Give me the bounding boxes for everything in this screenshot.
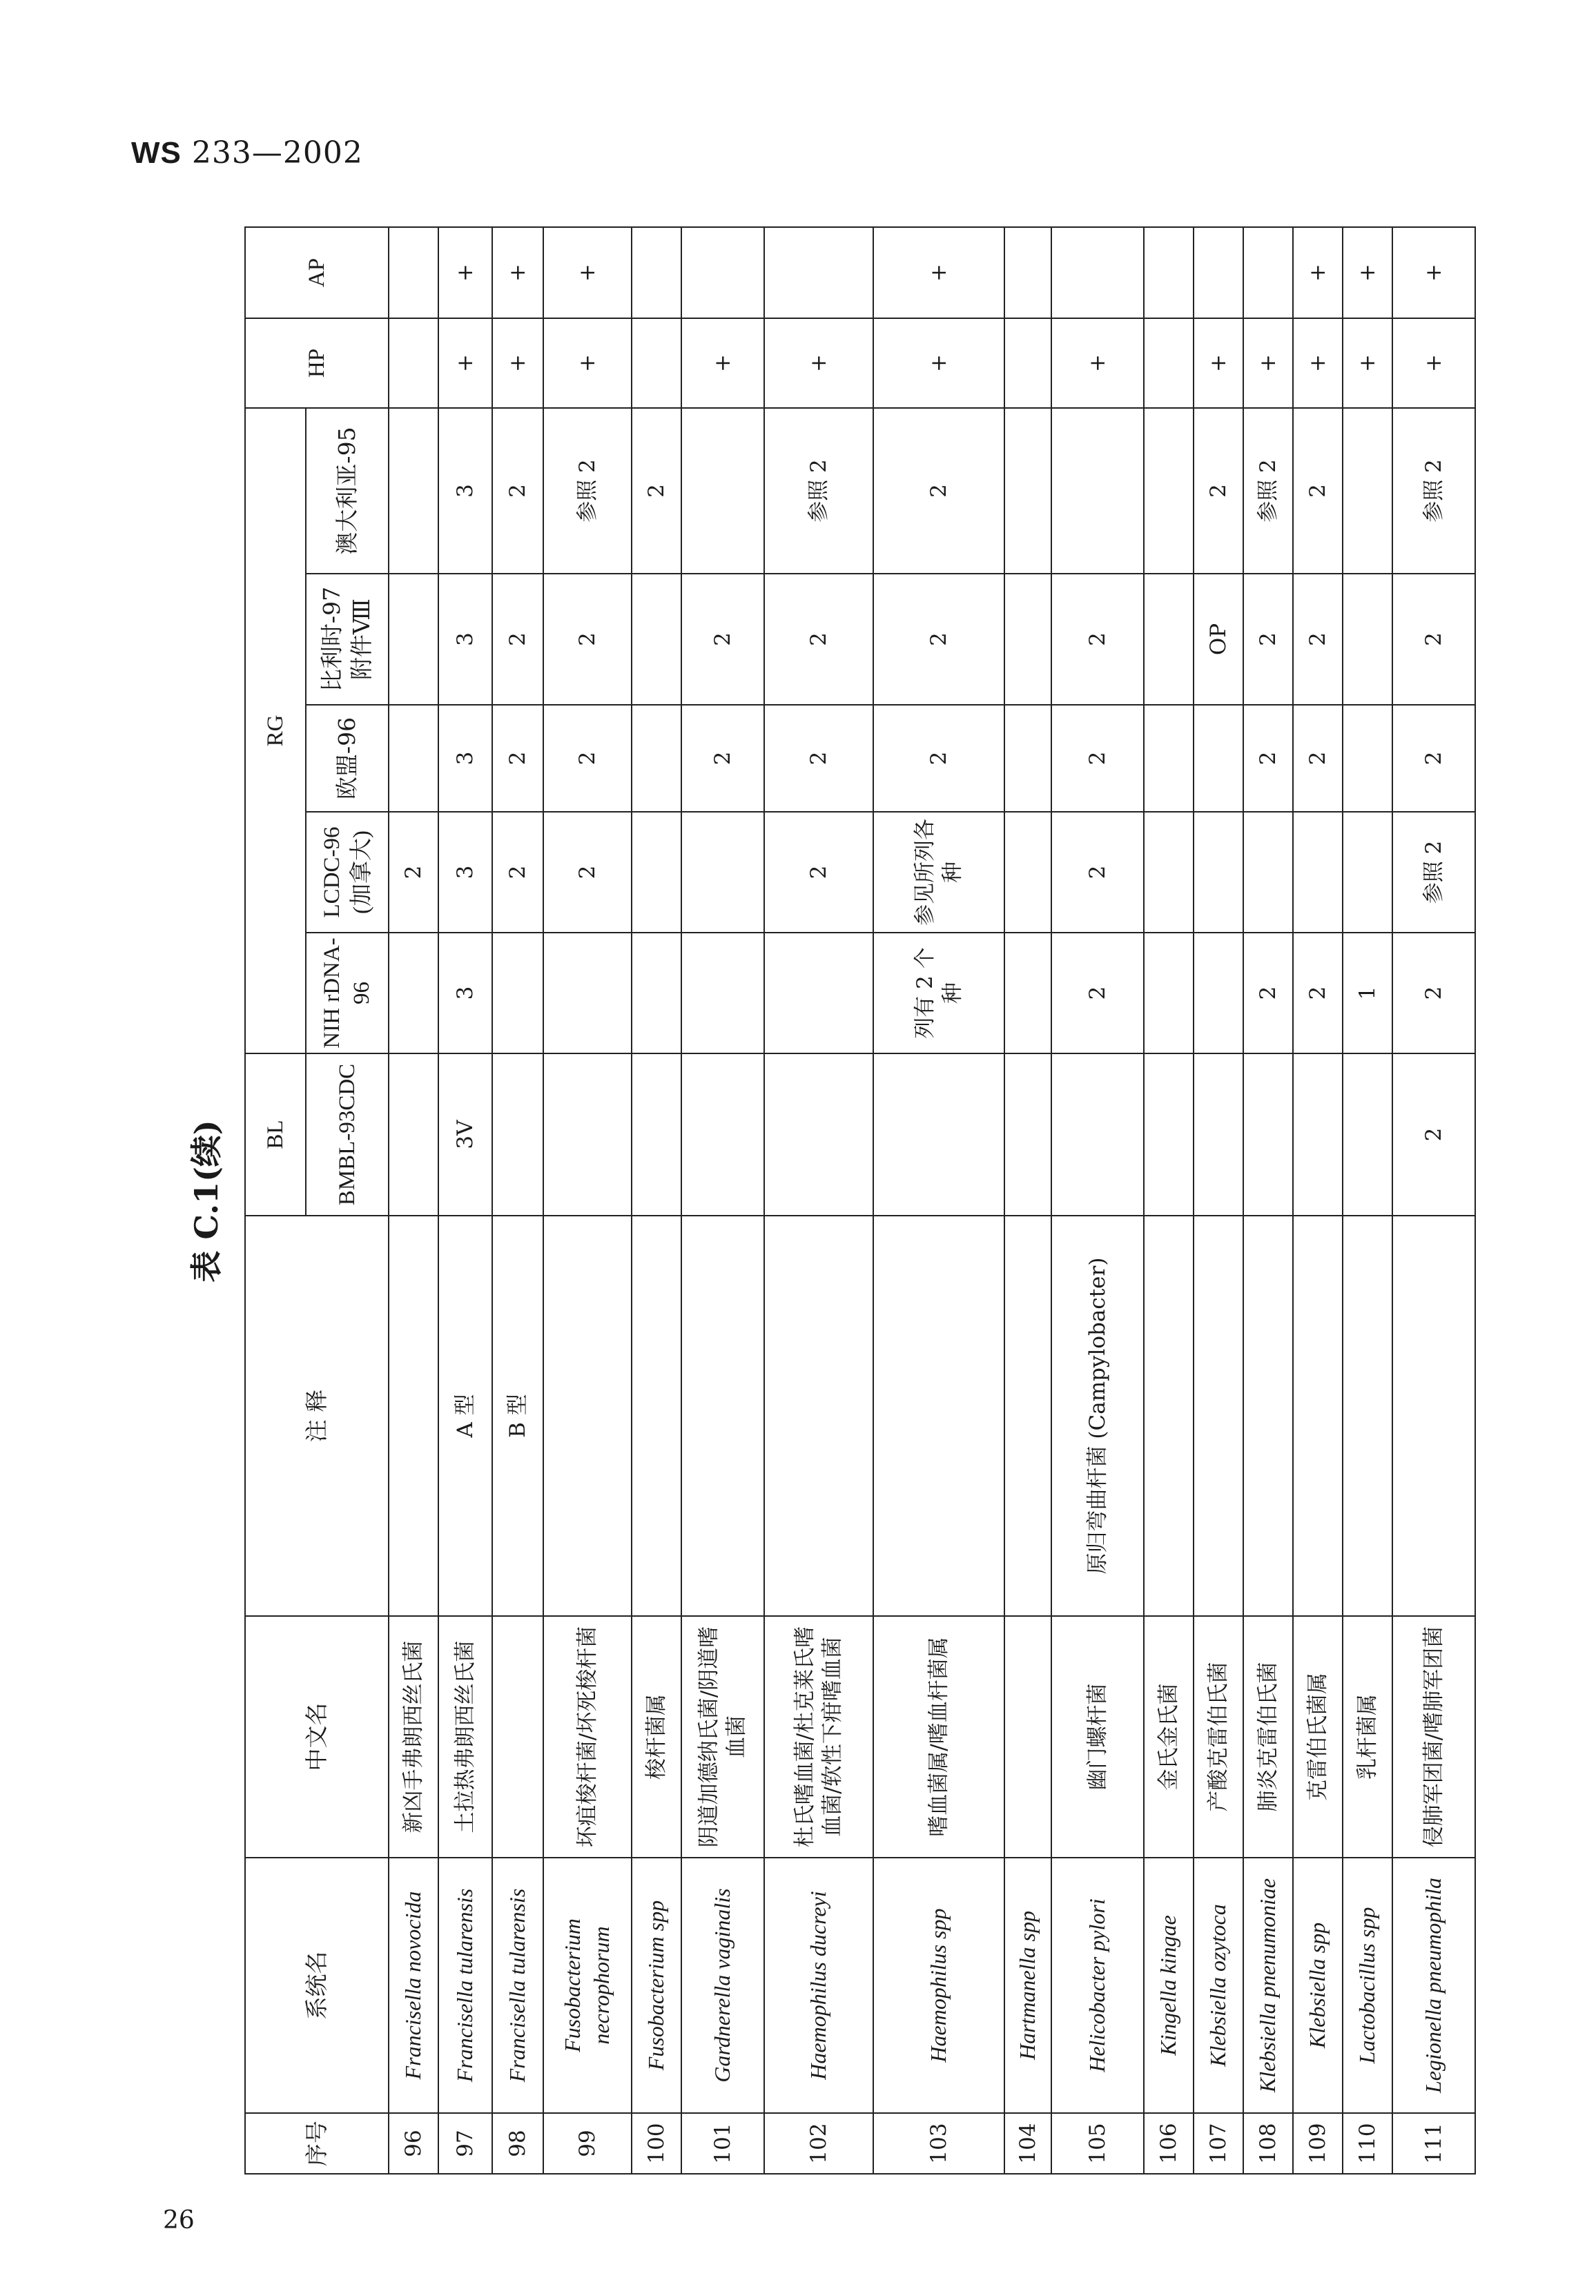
cell-no: 106: [1144, 2113, 1194, 2174]
cell-lcdc: 2: [389, 812, 438, 933]
cell-australia: [1004, 408, 1051, 574]
cell-belgium: OP: [1194, 574, 1243, 705]
cell-eu: [1144, 705, 1194, 812]
cell-hp: +: [764, 318, 873, 408]
col-ap: AP: [245, 227, 389, 318]
cell-lcdc: 3: [438, 812, 492, 933]
table-caption: 表 C.1(续): [188, 1120, 225, 1283]
cell-chinese-name: 嗜血菌属/嗜血杆菌属: [873, 1616, 1004, 1858]
cell-chinese-name: 侵肺军团菌/嗜肺军团菌: [1392, 1616, 1475, 1858]
table-row: [1194, 227, 1243, 2174]
table-row: [764, 227, 873, 2174]
cell-bmbl: [1051, 1053, 1144, 1216]
cell-eu: [1343, 705, 1392, 812]
cell-nih: 2: [1051, 933, 1144, 1053]
cell-lcdc: [632, 812, 681, 933]
cell-hp: +: [1293, 318, 1343, 408]
col-hp: HP: [245, 318, 389, 408]
cell-lcdc: 2: [492, 812, 543, 933]
cell-chinese-name: 阴道加德纳氏菌/阴道嗜血菌: [681, 1616, 764, 1858]
cell-belgium: [389, 574, 438, 705]
table-row: [1051, 227, 1144, 2174]
cell-bmbl: [1243, 1053, 1293, 1216]
standard-number: [131, 135, 363, 171]
organism-risk-table: [244, 226, 1476, 2175]
table-row: [543, 227, 632, 2174]
cell-belgium: 3: [438, 574, 492, 705]
cell-ap: [1194, 227, 1243, 318]
cell-system-name: Haemophilus ducreyi: [764, 1858, 873, 2113]
cell-nih: 2: [1392, 933, 1475, 1053]
cell-chinese-name: 产酸克雷伯氏菌: [1194, 1616, 1243, 1858]
cell-bmbl: [1194, 1053, 1243, 1216]
cell-note: [1243, 1216, 1293, 1616]
cell-nih: [681, 933, 764, 1053]
cell-no: 100: [632, 2113, 681, 2174]
cell-system-name: Kingella kingae: [1144, 1858, 1194, 2113]
cell-hp: [389, 318, 438, 408]
cell-hp: [1004, 318, 1051, 408]
cell-note: 原归弯曲杆菌 (Campylobacter): [1051, 1216, 1144, 1616]
cell-hp: +: [873, 318, 1004, 408]
cell-no: 111: [1392, 2113, 1475, 2174]
cell-system-name: Francisella tularensis: [492, 1858, 543, 2113]
cell-australia: 2: [1194, 408, 1243, 574]
table-row: [1144, 227, 1194, 2174]
standard-prefix: WS: [131, 136, 182, 170]
cell-belgium: 2: [873, 574, 1004, 705]
cell-eu: [1004, 705, 1051, 812]
cell-australia: [1343, 408, 1392, 574]
table-row: [1293, 227, 1343, 2174]
cell-note: [1392, 1216, 1475, 1616]
cell-belgium: [1004, 574, 1051, 705]
cell-bmbl: [389, 1053, 438, 1216]
cell-belgium: 2: [1392, 574, 1475, 705]
cell-belgium: 2: [543, 574, 632, 705]
cell-lcdc: 参见所列各种: [873, 812, 1004, 933]
table-row: [438, 227, 492, 2174]
cell-nih: [543, 933, 632, 1053]
cell-ap: +: [1392, 227, 1475, 318]
cell-lcdc: [1343, 812, 1392, 933]
cell-belgium: [1343, 574, 1392, 705]
cell-system-name: Lactobacillus spp: [1343, 1858, 1392, 2113]
cell-lcdc: 参照 2: [1392, 812, 1475, 933]
cell-hp: +: [543, 318, 632, 408]
cell-eu: 2: [1243, 705, 1293, 812]
cell-no: 109: [1293, 2113, 1343, 2174]
cell-chinese-name: 新凶手弗朗西丝氏菌: [389, 1616, 438, 1858]
cell-lcdc: [1293, 812, 1343, 933]
cell-bmbl: [681, 1053, 764, 1216]
cell-nih: 列有 2 个种: [873, 933, 1004, 1053]
cell-nih: 2: [1243, 933, 1293, 1053]
cell-note: [681, 1216, 764, 1616]
cell-australia: 参照 2: [1392, 408, 1475, 574]
cell-lcdc: 2: [543, 812, 632, 933]
cell-australia: 2: [632, 408, 681, 574]
cell-belgium: 2: [1051, 574, 1144, 705]
page-number: 26: [163, 2206, 195, 2235]
cell-eu: 2: [492, 705, 543, 812]
cell-belgium: [1144, 574, 1194, 705]
cell-eu: 3: [438, 705, 492, 812]
cell-australia: [389, 408, 438, 574]
cell-hp: +: [1051, 318, 1144, 408]
cell-nih: [389, 933, 438, 1053]
cell-chinese-name: [492, 1616, 543, 1858]
cell-nih: [632, 933, 681, 1053]
col-chinese-name: 中文名: [245, 1616, 389, 1858]
cell-bmbl: [1004, 1053, 1051, 1216]
cell-system-name: Fusobacterium spp: [632, 1858, 681, 2113]
cell-no: 107: [1194, 2113, 1243, 2174]
cell-ap: +: [492, 227, 543, 318]
cell-belgium: 2: [492, 574, 543, 705]
cell-note: [389, 1216, 438, 1616]
cell-system-name: Helicobacter pylori: [1051, 1858, 1144, 2113]
cell-ap: [1051, 227, 1144, 318]
cell-eu: [632, 705, 681, 812]
table-row: [1392, 227, 1475, 2174]
cell-eu: 2: [764, 705, 873, 812]
cell-eu: 2: [1293, 705, 1343, 812]
cell-ap: +: [1293, 227, 1343, 318]
cell-ap: [1243, 227, 1293, 318]
cell-lcdc: [681, 812, 764, 933]
cell-hp: +: [438, 318, 492, 408]
cell-chinese-name: 土拉热弗朗西丝氏菌: [438, 1616, 492, 1858]
table-row: [681, 227, 764, 2174]
cell-system-name: Gardnerella vaginalis: [681, 1858, 764, 2113]
cell-no: 103: [873, 2113, 1004, 2174]
cell-australia: 2: [873, 408, 1004, 574]
cell-eu: 2: [1051, 705, 1144, 812]
cell-no: 97: [438, 2113, 492, 2174]
cell-system-name: Haemophilus spp: [873, 1858, 1004, 2113]
cell-system-name: Legionella pneumophila: [1392, 1858, 1475, 2113]
cell-lcdc: [1194, 812, 1243, 933]
cell-australia: 参照 2: [764, 408, 873, 574]
cell-no: 110: [1343, 2113, 1392, 2174]
cell-bmbl: [492, 1053, 543, 1216]
cell-chinese-name: 坏疽梭杆菌/坏死梭杆菌: [543, 1616, 632, 1858]
cell-no: 108: [1243, 2113, 1293, 2174]
rotated-table-panel: [168, 173, 1480, 2175]
cell-ap: +: [1343, 227, 1392, 318]
cell-system-name: Francisella novocida: [389, 1858, 438, 2113]
cell-ap: [681, 227, 764, 318]
table-row: [389, 227, 438, 2174]
cell-chinese-name: 金氏金氏菌: [1144, 1616, 1194, 1858]
cell-ap: [1004, 227, 1051, 318]
cell-nih: [492, 933, 543, 1053]
cell-bmbl: [1343, 1053, 1392, 1216]
cell-hp: [1144, 318, 1194, 408]
cell-note: [1004, 1216, 1051, 1616]
cell-no: 101: [681, 2113, 764, 2174]
cell-belgium: [632, 574, 681, 705]
cell-australia: [1051, 408, 1144, 574]
cell-ap: [764, 227, 873, 318]
cell-no: 96: [389, 2113, 438, 2174]
cell-no: 102: [764, 2113, 873, 2174]
cell-ap: [389, 227, 438, 318]
cell-ap: +: [543, 227, 632, 318]
cell-hp: +: [1392, 318, 1475, 408]
cell-system-name: Francisella tularensis: [438, 1858, 492, 2113]
cell-note: [1194, 1216, 1243, 1616]
cell-system-name: Klebsiella pnenumoniae: [1243, 1858, 1293, 2113]
cell-australia: 2: [1293, 408, 1343, 574]
cell-bmbl: 2: [1392, 1053, 1475, 1216]
col-note: 注 释: [245, 1216, 389, 1616]
cell-bmbl: [632, 1053, 681, 1216]
col-belgium: 比利时-97 附件Ⅷ: [306, 574, 389, 705]
cell-belgium: 2: [681, 574, 764, 705]
cell-no: 105: [1051, 2113, 1144, 2174]
cell-system-name: Fusobacterium necrophorum: [543, 1858, 632, 2113]
cell-no: 104: [1004, 2113, 1051, 2174]
table-row: [1004, 227, 1051, 2174]
cell-system-name: Hartmanella spp: [1004, 1858, 1051, 2113]
cell-hp: +: [1343, 318, 1392, 408]
cell-ap: [632, 227, 681, 318]
cell-nih: [1144, 933, 1194, 1053]
cell-chinese-name: 杜氏嗜血菌/杜克莱氏嗜血菌/软性下疳嗜血菌: [764, 1616, 873, 1858]
cell-bmbl: [873, 1053, 1004, 1216]
cell-no: 99: [543, 2113, 632, 2174]
cell-note: [1144, 1216, 1194, 1616]
cell-chinese-name: 幽门螺杆菌: [1051, 1616, 1144, 1858]
cell-chinese-name: 肺炎克雷伯氏菌: [1243, 1616, 1293, 1858]
col-system-name: 系统名: [245, 1858, 389, 2113]
table-body: [389, 227, 1475, 2174]
cell-note: [632, 1216, 681, 1616]
cell-australia: 参照 2: [1243, 408, 1293, 574]
cell-chinese-name: 乳杆菌属: [1343, 1616, 1392, 1858]
cell-chinese-name: [1004, 1616, 1051, 1858]
cell-belgium: 2: [764, 574, 873, 705]
cell-bmbl: [1144, 1053, 1194, 1216]
cell-lcdc: [1144, 812, 1194, 933]
cell-eu: 2: [543, 705, 632, 812]
cell-hp: +: [681, 318, 764, 408]
table-row: [873, 227, 1004, 2174]
cell-belgium: 2: [1293, 574, 1343, 705]
cell-lcdc: 2: [764, 812, 873, 933]
cell-nih: [1004, 933, 1051, 1053]
cell-eu: 2: [1392, 705, 1475, 812]
cell-nih: 2: [1293, 933, 1343, 1053]
cell-hp: +: [1243, 318, 1293, 408]
cell-australia: 3: [438, 408, 492, 574]
cell-note: [873, 1216, 1004, 1616]
cell-system-name: Klebsiella spp: [1293, 1858, 1343, 2113]
cell-bmbl: 3V: [438, 1053, 492, 1216]
cell-australia: [681, 408, 764, 574]
cell-nih: [764, 933, 873, 1053]
col-australia: 澳大利亚-95: [306, 408, 389, 574]
cell-eu: [1194, 705, 1243, 812]
cell-lcdc: [1004, 812, 1051, 933]
table-row: [1343, 227, 1392, 2174]
standard-code: 233—2002: [191, 135, 363, 171]
cell-ap: +: [438, 227, 492, 318]
cell-note: [543, 1216, 632, 1616]
cell-eu: [389, 705, 438, 812]
cell-belgium: 2: [1243, 574, 1293, 705]
cell-australia: 2: [492, 408, 543, 574]
cell-hp: +: [1194, 318, 1243, 408]
table-row: [492, 227, 543, 2174]
col-nih: NIH rDNA-96: [306, 933, 389, 1053]
cell-note: B 型: [492, 1216, 543, 1616]
cell-note: A 型: [438, 1216, 492, 1616]
cell-hp: +: [492, 318, 543, 408]
table-row: [1243, 227, 1293, 2174]
col-eu: 欧盟-96: [306, 705, 389, 812]
col-rg-group: RG: [245, 408, 306, 1053]
cell-nih: 1: [1343, 933, 1392, 1053]
cell-note: [764, 1216, 873, 1616]
cell-nih: [1194, 933, 1243, 1053]
cell-eu: 2: [873, 705, 1004, 812]
cell-note: [1293, 1216, 1343, 1616]
cell-chinese-name: 克雷伯氏菌属: [1293, 1616, 1343, 1858]
col-lcdc: LCDC-96 (加拿大): [306, 812, 389, 933]
cell-nih: 3: [438, 933, 492, 1053]
table-row: [632, 227, 681, 2174]
cell-system-name: Klebsiella ozytoca: [1194, 1858, 1243, 2113]
cell-australia: 参照 2: [543, 408, 632, 574]
cell-ap: +: [873, 227, 1004, 318]
cell-australia: [1144, 408, 1194, 574]
cell-bmbl: [1293, 1053, 1343, 1216]
cell-ap: [1144, 227, 1194, 318]
cell-no: 98: [492, 2113, 543, 2174]
cell-lcdc: 2: [1051, 812, 1144, 933]
cell-chinese-name: 梭杆菌属: [632, 1616, 681, 1858]
col-no: 序号: [245, 2113, 389, 2174]
cell-eu: 2: [681, 705, 764, 812]
col-bl-group: BL: [245, 1053, 306, 1216]
cell-bmbl: [543, 1053, 632, 1216]
cell-lcdc: [1243, 812, 1293, 933]
col-bmbl: BMBL-93CDC: [306, 1053, 389, 1216]
cell-bmbl: [764, 1053, 873, 1216]
cell-note: [1343, 1216, 1392, 1616]
cell-hp: [632, 318, 681, 408]
